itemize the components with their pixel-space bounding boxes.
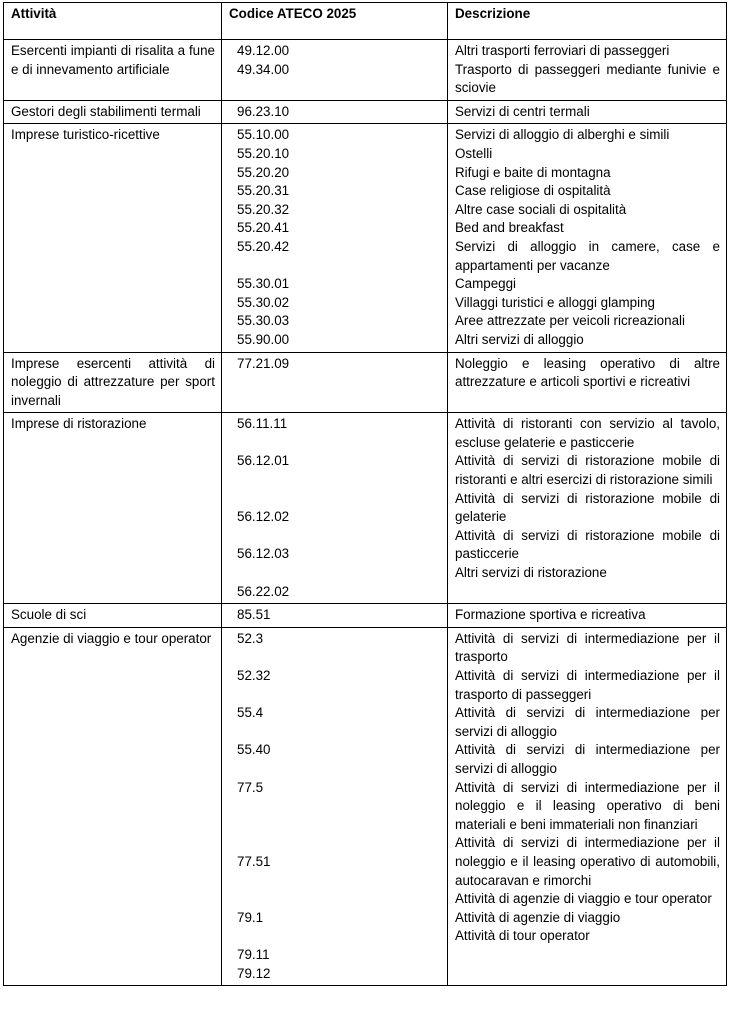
description-cell xyxy=(448,40,727,101)
description-cell xyxy=(448,352,727,413)
ateco-code: 55.20.10 xyxy=(237,145,290,161)
ateco-description: Attività di servizi di intermediazione per il trasporto xyxy=(455,630,720,665)
ateco-code: 56.12.02 xyxy=(237,509,290,525)
ateco-description: Attività di servizi di ristorazione mobile di ristoranti e altri esercizi di ristorazione simili xyxy=(455,453,720,488)
ateco-table xyxy=(3,2,727,986)
ateco-code: 55.20.42 xyxy=(237,238,290,254)
ateco-description: Campeggi xyxy=(455,276,517,292)
header-description: Descrizione xyxy=(448,3,727,40)
ateco-description: Servizi di centri termali xyxy=(455,103,590,119)
code-cell xyxy=(222,124,448,352)
ateco-code: 55.20.20 xyxy=(237,164,290,180)
code-cell xyxy=(222,352,448,413)
ateco-code: 56.22.02 xyxy=(237,583,290,599)
ateco-code: 55.40 xyxy=(237,742,271,758)
ateco-description: Attività di servizi di intermediazione per il noleggio e il leasing operativo di automobili, autocaravan e rimorchi xyxy=(455,835,720,888)
ateco-description: Attività di agenzie di viaggio e tour operator xyxy=(455,891,712,907)
code-cell xyxy=(222,40,448,101)
table-row xyxy=(4,100,727,124)
header-code: Codice ATECO 2025 xyxy=(222,3,448,40)
table-row xyxy=(4,627,727,985)
ateco-code: 55.20.32 xyxy=(237,201,290,217)
activity-cell: Imprese turistico-ricettive xyxy=(4,124,222,352)
ateco-code: 55.4 xyxy=(237,705,264,721)
ateco-description: Attività di servizi di intermediazione per servizi di alloggio xyxy=(455,742,720,776)
ateco-description: Servizi di alloggio in camere, case e appartamenti per vacanze xyxy=(455,238,720,273)
ateco-code: 55.10.00 xyxy=(237,127,290,143)
ateco-code: 56.12.01 xyxy=(237,453,290,469)
ateco-code: 77.21.09 xyxy=(237,355,290,371)
activity-cell: Imprese esercenti attività di noleggio di attrezzature per sport invernali xyxy=(4,352,222,413)
ateco-code: 49.34.00 xyxy=(237,61,290,77)
ateco-code: 79.12 xyxy=(237,965,271,981)
ateco-code: 55.90.00 xyxy=(237,331,290,347)
activity-cell: Agenzie di viaggio e tour operator xyxy=(4,627,222,985)
table-row xyxy=(4,40,727,101)
ateco-description: Attività di agenzie di viaggio xyxy=(455,909,621,925)
ateco-code: 79.1 xyxy=(237,909,264,925)
ateco-code: 55.20.41 xyxy=(237,220,290,236)
activity-cell: Imprese di ristorazione xyxy=(4,413,222,604)
description-cell xyxy=(448,627,727,985)
table-body xyxy=(4,40,727,986)
ateco-code: 56.11.11 xyxy=(237,416,288,432)
ateco-description: Altri servizi di ristorazione xyxy=(455,565,607,581)
table-row xyxy=(4,604,727,628)
ateco-description: Formazione sportiva e ricreativa xyxy=(455,607,646,623)
code-cell xyxy=(222,100,448,124)
ateco-code: 55.20.31 xyxy=(237,183,290,199)
activity-cell: Gestori degli stabilimenti termali xyxy=(4,100,222,124)
ateco-description: Attività di servizi di intermediazione per il trasporto di passeggeri xyxy=(455,668,720,702)
description-cell xyxy=(448,604,727,628)
ateco-code: 77.5 xyxy=(237,779,264,795)
ateco-code: 77.51 xyxy=(237,853,271,869)
ateco-description: Altri servizi di alloggio xyxy=(455,331,584,347)
ateco-code: 55.30.02 xyxy=(237,294,290,310)
table-row xyxy=(4,413,727,604)
table-row xyxy=(4,124,727,352)
ateco-description: Aree attrezzate per veicoli ricreazionali xyxy=(455,313,685,329)
ateco-description: Attività di servizi di intermediazione per servizi di alloggio xyxy=(455,705,720,739)
ateco-code: 55.30.01 xyxy=(237,276,290,292)
description-cell xyxy=(448,413,727,604)
ateco-code: 96.23.10 xyxy=(237,103,290,119)
ateco-code: 49.12.00 xyxy=(237,43,290,58)
ateco-description: Attività di ristoranti con servizio al tavolo, escluse gelaterie e pasticcerie xyxy=(455,416,720,450)
header-activity: Attività xyxy=(4,3,222,40)
ateco-description: Case religiose di ospitalità xyxy=(455,183,611,199)
activity-cell: Scuole di sci xyxy=(4,604,222,628)
ateco-description: Rifugi e baite di montagna xyxy=(455,164,611,180)
ateco-description: Attività di servizi di ristorazione mobile di gelaterie xyxy=(455,490,720,525)
ateco-description: Altri trasporti ferroviari di passeggeri xyxy=(455,43,670,58)
ateco-description: Bed and breakfast xyxy=(455,220,564,236)
ateco-code: 52.3 xyxy=(237,630,264,646)
code-cell xyxy=(222,627,448,985)
ateco-description: Attività di servizi di ristorazione mobile di pasticcerie xyxy=(455,527,720,562)
ateco-description: Noleggio e leasing operativo di altre attrezzature e articoli sportivi e ricreativi xyxy=(455,355,720,390)
ateco-code: 56.12.03 xyxy=(237,546,290,562)
activity-cell: Esercenti impianti di risalita a fune e di innevamento artificiale xyxy=(4,40,222,101)
description-cell xyxy=(448,100,727,124)
code-cell xyxy=(222,604,448,628)
ateco-description: Trasporto di passeggeri mediante funivie e sciovie xyxy=(455,61,720,96)
ateco-description: Altre case sociali di ospitalità xyxy=(455,201,627,217)
ateco-description: Attività di servizi di intermediazione per il noleggio e il leasing operativo di beni materiali e beni immateriali non finanziari xyxy=(455,779,720,832)
ateco-code: 79.11 xyxy=(237,946,270,962)
ateco-code: 55.30.03 xyxy=(237,313,290,329)
ateco-description: Ostelli xyxy=(455,145,493,161)
description-cell xyxy=(448,124,727,352)
code-cell xyxy=(222,413,448,604)
ateco-description: Attività di tour operator xyxy=(455,928,590,944)
ateco-code: 85.51 xyxy=(237,607,271,623)
ateco-description: Servizi di alloggio di alberghi e simili xyxy=(455,127,670,143)
ateco-description: Villaggi turistici e alloggi glamping xyxy=(455,294,655,310)
table-header-row xyxy=(4,3,727,40)
ateco-code: 52.32 xyxy=(237,668,271,683)
table-row xyxy=(4,352,727,413)
